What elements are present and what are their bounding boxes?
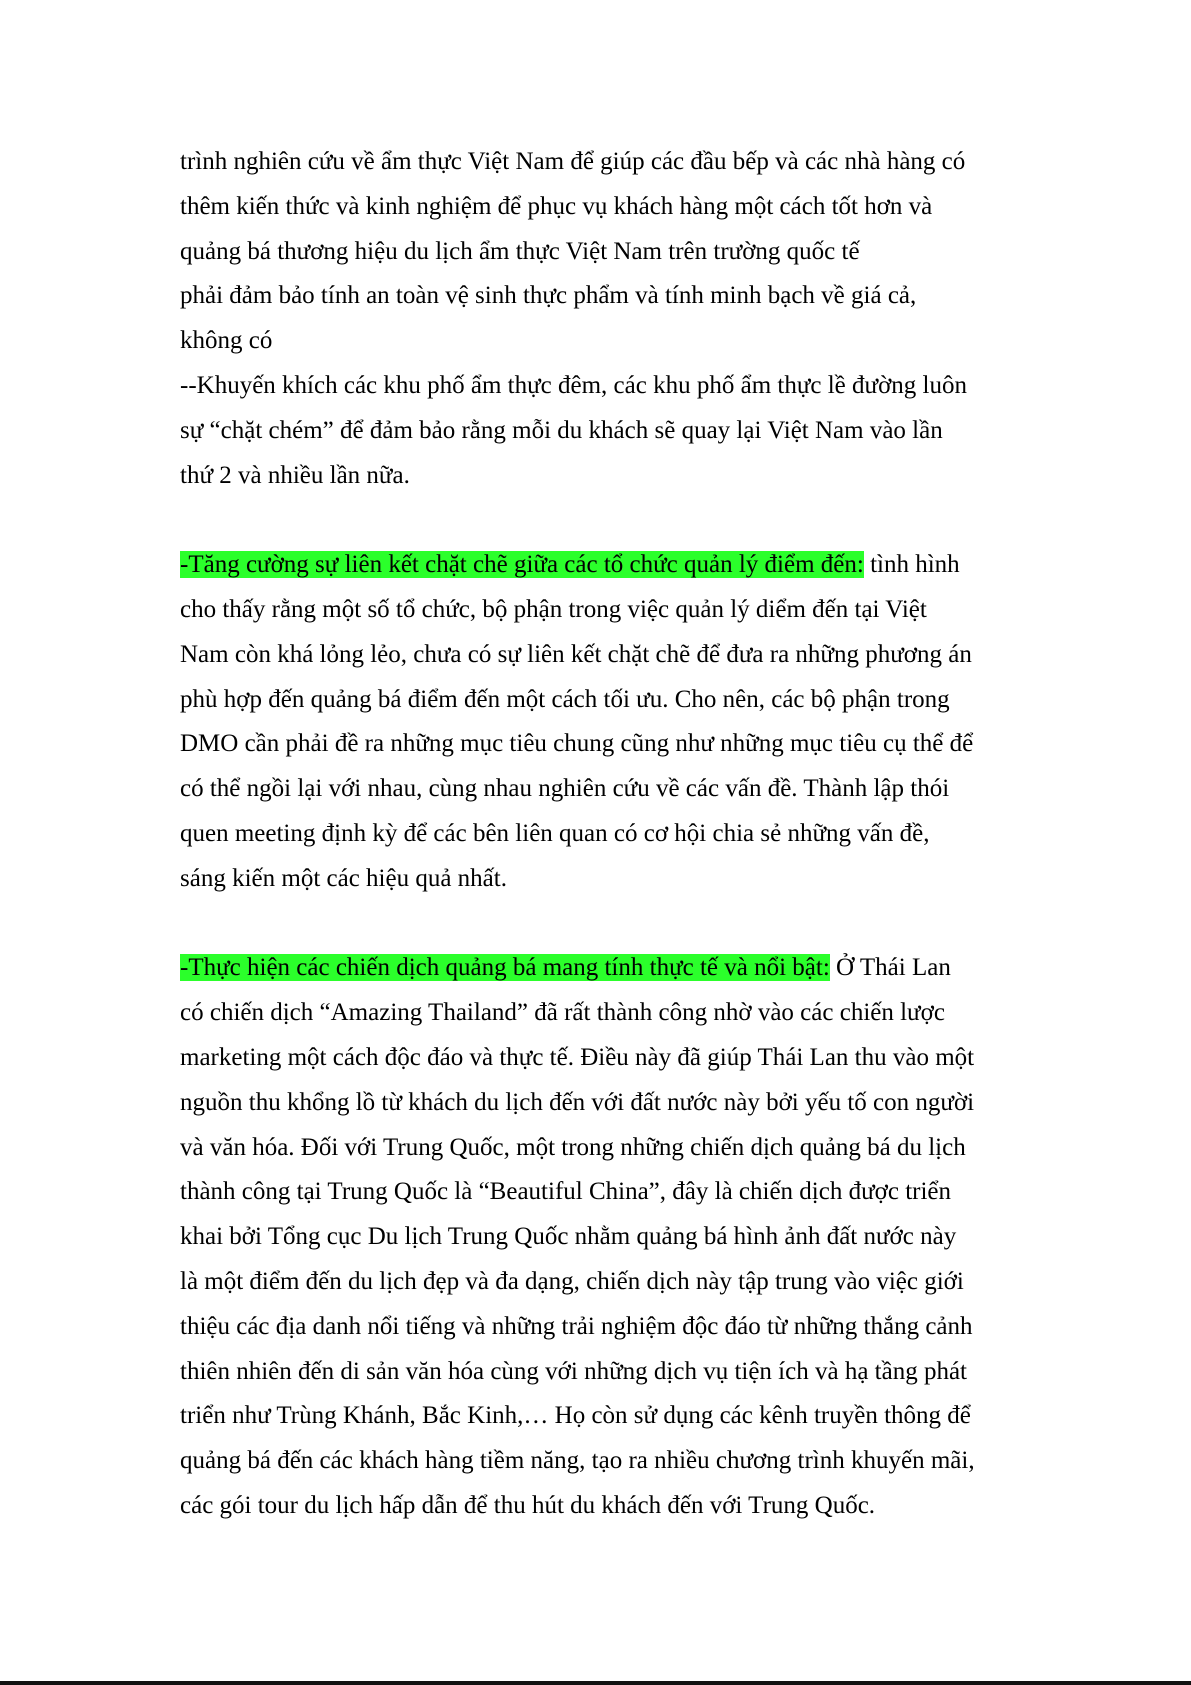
highlighted-heading: -Tăng cường sự liên kết chặt chẽ giữa các tổ chức quản lý điểm đến:: [180, 551, 864, 579]
text-line: triển như Trùng Khánh, Bắc Kinh,… Họ còn sử dụng các kênh truyền thông để: [180, 1402, 971, 1430]
text-line: --Khuyến khích các khu phố ẩm thực đêm, các khu phố ẩm thực lề đường luôn: [180, 371, 967, 399]
text-line: nguồn thu khổng lồ từ khách du lịch đến với đất nước này bởi yếu tố con người: [180, 1088, 975, 1116]
text-line: DMO cần phải đề ra những mục tiêu chung cũng như những mục tiêu cụ thể để: [180, 730, 974, 758]
paragraph-spacer: [180, 902, 1030, 947]
page-bottom-border: [0, 1681, 1191, 1685]
heading-continuation: tình hình: [863, 551, 960, 579]
text-line: không có: [180, 327, 273, 355]
text-line: phù hợp đến quảng bá điểm đến một cách tối ưu. Cho nên, các bộ phận trong: [180, 685, 950, 713]
text-line: quảng bá thương hiệu du lịch ẩm thực Việt Nam trên trường quốc tế: [180, 237, 860, 265]
paragraph-spacer: [180, 498, 1030, 543]
text-line: thiệu các địa danh nổi tiếng và những trải nghiệm độc đáo từ những thắng cảnh: [180, 1312, 973, 1340]
document-body: [180, 140, 1030, 1529]
text-line: khai bởi Tổng cục Du lịch Trung Quốc nhằm quảng bá hình ảnh đất nước này: [180, 1223, 957, 1251]
text-line: marketing một cách độc đáo và thực tế. Điều này đã giúp Thái Lan thu vào một: [180, 1043, 975, 1071]
paragraph-destination-management: [180, 543, 1030, 901]
highlighted-heading: -Thực hiện các chiến dịch quảng bá mang tính thực tế và nổi bật:: [180, 954, 830, 982]
text-line: cho thấy rằng một số tổ chức, bộ phận trong việc quản lý diểm đến tại Việt: [180, 595, 927, 623]
text-line: thêm kiến thức và kinh nghiệm để phục vụ khách hàng một cách tốt hơn và: [180, 192, 933, 220]
text-line: có thể ngồi lại với nhau, cùng nhau nghiên cứu về các vấn đề. Thành lập thói: [180, 775, 950, 803]
text-line: thiên nhiên đến di sản văn hóa cùng với những dịch vụ tiện ích và hạ tầng phát: [180, 1357, 967, 1385]
text-line: sáng kiến một các hiệu quả nhất.: [180, 864, 507, 892]
text-line: và văn hóa. Đối với Trung Quốc, một trong những chiến dịch quảng bá du lịch: [180, 1133, 966, 1161]
paragraph-intro: [180, 140, 1030, 498]
heading-continuation: Ở Thái Lan: [829, 954, 951, 982]
text-line: quen meeting định kỳ để các bên liên quan có cơ hội chia sẻ những vấn đề,: [180, 819, 930, 847]
text-line: các gói tour du lịch hấp dẫn để thu hút du khách đến với Trung Quốc.: [180, 1491, 876, 1519]
text-line: thành công tại Trung Quốc là “Beautiful China”, đây là chiến dịch được triển: [180, 1178, 952, 1206]
text-line: trình nghiên cứu về ẩm thực Việt Nam để giúp các đầu bếp và các nhà hàng có: [180, 148, 966, 175]
text-line: quảng bá đến các khách hàng tiềm năng, tạo ra nhiều chương trình khuyến mãi,: [180, 1447, 975, 1475]
text-line: phải đảm bảo tính an toàn vệ sinh thực phẩm và tính minh bạch về giá cả,: [180, 282, 917, 310]
text-line: sự “chặt chém” để đảm bảo rằng mỗi du khách sẽ quay lại Việt Nam vào lần: [180, 416, 943, 444]
text-line: [180, 946, 1030, 991]
paragraph-promotion-campaigns: [180, 946, 1030, 1528]
text-line: có chiến dịch “Amazing Thailand” đã rất thành công nhờ vào các chiến lược: [180, 999, 945, 1027]
text-line: [180, 543, 1030, 588]
text-line: là một điểm đến du lịch đẹp và đa dạng, chiến dịch này tập trung vào việc giới: [180, 1267, 964, 1295]
text-line: Nam còn khá lỏng lẻo, chưa có sự liên kết chặt chẽ để đưa ra những phương án: [180, 640, 972, 668]
text-line: thứ 2 và nhiều lần nữa.: [180, 461, 410, 489]
